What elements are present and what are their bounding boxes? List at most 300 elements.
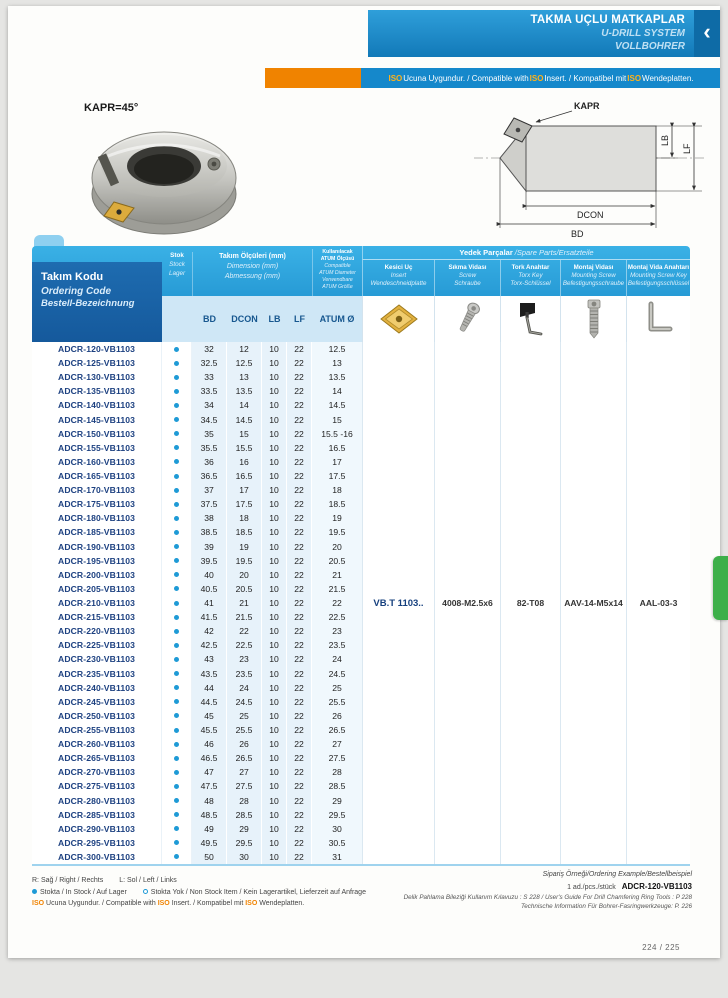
row-lb: 10: [262, 652, 287, 666]
row-bd: 38: [192, 511, 227, 525]
row-stock: [162, 356, 192, 370]
mounting-screw-icon: [584, 298, 604, 340]
column-label-lb: LB: [268, 314, 281, 324]
row-lb: 10: [262, 808, 287, 822]
hex-key-icon: [642, 299, 676, 339]
atum-header-line: Compatible: [324, 263, 351, 270]
row-lf: 22: [287, 554, 312, 568]
row-lb: 10: [262, 413, 287, 427]
row-stock: [162, 765, 192, 779]
row-lb: 10: [262, 356, 287, 370]
row-atum: 20: [312, 540, 362, 554]
row-bd: 43: [192, 652, 227, 666]
row-dcon: 12: [227, 342, 262, 356]
iso-word: ISO: [529, 73, 544, 83]
section-index-tab: [713, 556, 728, 620]
row-bd: 47: [192, 765, 227, 779]
row-code: ADCR-205-VB1103: [32, 582, 162, 596]
row-lb: 10: [262, 469, 287, 483]
insert-header-de: Wendeschneidplatte: [370, 280, 427, 288]
row-stock: [162, 695, 192, 709]
row-stock: [162, 751, 192, 765]
row-stock: [162, 582, 192, 596]
iso-bar-text: [361, 68, 720, 88]
table-row: [32, 427, 362, 441]
row-atum: 26.5: [312, 723, 362, 737]
table-row: [32, 398, 362, 412]
stock-header-de: Lager: [168, 269, 186, 277]
row-stock: [162, 370, 192, 384]
row-code: ADCR-295-VB1103: [32, 836, 162, 850]
insert-column-header: [362, 260, 434, 296]
row-bd: 32.5: [192, 356, 227, 370]
non-stock-text: Stokta Yok / Non Stock Item / Kein Lagerartikel, Lieferzeit auf Anfrage: [150, 888, 366, 896]
row-dcon: 20.5: [227, 582, 262, 596]
row-atum: 27: [312, 737, 362, 751]
page-title: TAKMA UÇLU MATKAPLAR: [530, 14, 685, 27]
ordering-code-header: [32, 262, 162, 342]
row-dcon: 15: [227, 427, 262, 441]
row-lb: 10: [262, 794, 287, 808]
insert-header-en: Insert: [390, 272, 407, 280]
tool-body: [526, 126, 656, 191]
row-lf: 22: [287, 723, 312, 737]
in-stock-dot-icon: [174, 770, 179, 775]
mounting-screw-icon-cell: [560, 296, 626, 342]
row-code: ADCR-200-VB1103: [32, 568, 162, 582]
iso-seg1: Ucuna Uygundur. / Compatible with: [403, 73, 529, 83]
table-row: [32, 709, 362, 723]
row-bd: 35.5: [192, 441, 227, 455]
row-lf: 22: [287, 497, 312, 511]
column-label-lf: LF: [294, 314, 305, 324]
row-lb: 10: [262, 455, 287, 469]
row-dcon: 28.5: [227, 808, 262, 822]
row-bd: 34: [192, 398, 227, 412]
in-stock-dot-icon: [174, 502, 179, 507]
user-guide-reference: Delik Pahlama Bileziği Kullanım Kılavuzu : S 228 / User's Guide For Drill Chamfering Ring Tools : P 228: [403, 894, 692, 901]
row-dcon: 24: [227, 681, 262, 695]
row-bd: 44: [192, 681, 227, 695]
row-atum: 20.5: [312, 554, 362, 568]
table-row: [32, 483, 362, 497]
row-code: ADCR-275-VB1103: [32, 779, 162, 793]
row-bd: 48: [192, 794, 227, 808]
mounting-screw-value: AAV-14-M5x14: [564, 598, 623, 608]
atum-header-line: ATUM Diameter: [319, 270, 356, 277]
in-stock-dot-icon: [174, 756, 179, 761]
table-row: [32, 765, 362, 779]
in-stock-dot-icon: [174, 742, 179, 747]
lf-dim-label: LF: [682, 143, 692, 154]
row-lb: 10: [262, 370, 287, 384]
row-atum: 13: [312, 356, 362, 370]
row-stock: [162, 850, 192, 864]
mounting-key-value-cell: [626, 342, 690, 864]
row-dcon: 17.5: [227, 497, 262, 511]
in-stock-dot-icon: [174, 812, 179, 817]
stock-header: [162, 252, 192, 278]
spare-parts-band-sep: /: [514, 248, 517, 257]
row-lb: 10: [262, 384, 287, 398]
row-code: ADCR-175-VB1103: [32, 497, 162, 511]
insert-screw-drawing: [516, 128, 521, 133]
in-stock-dot-icon: [174, 516, 179, 521]
technical-drawing: [456, 96, 714, 244]
row-code: ADCR-135-VB1103: [32, 384, 162, 398]
iso-legend: [32, 898, 366, 910]
table-row: [32, 779, 362, 793]
hex-key-icon-cell: [626, 296, 690, 342]
torx-key-icon-cell: [500, 296, 560, 342]
row-bd: 39.5: [192, 554, 227, 568]
column-labels: [192, 296, 362, 342]
table-row: [32, 511, 362, 525]
iso-word: ISO: [157, 900, 170, 908]
in-stock-dot-icon: [174, 657, 179, 662]
table-row: [32, 667, 362, 681]
bd-dim-label: BD: [571, 229, 584, 239]
torx-key-column-header: [500, 260, 560, 296]
row-stock: [162, 441, 192, 455]
row-lf: 22: [287, 568, 312, 582]
insert-header-tr: Kesici Uç: [384, 264, 413, 271]
page-title-de: VOLLBOHRER: [615, 40, 685, 52]
table-row: [32, 638, 362, 652]
row-atum: 18: [312, 483, 362, 497]
row-lb: 10: [262, 342, 287, 356]
ring-bore-shadow: [134, 154, 194, 184]
row-dcon: 14: [227, 398, 262, 412]
table-row: [32, 624, 362, 638]
table-row: [32, 723, 362, 737]
row-bd: 44.5: [192, 695, 227, 709]
ordering-qty: 1 ad./pcs./stück: [567, 883, 616, 891]
row-code: ADCR-230-VB1103: [32, 652, 162, 666]
row-atum: 21: [312, 568, 362, 582]
in-stock-dot-icon: [174, 488, 179, 493]
iso-seg3: Wendeplatten.: [642, 73, 694, 83]
mounting-key-header-de: Befestigungsschlüssel: [627, 280, 690, 288]
row-code: ADCR-170-VB1103: [32, 483, 162, 497]
row-lf: 22: [287, 695, 312, 709]
row-lf: 22: [287, 398, 312, 412]
stock-header-en: Stock: [169, 260, 185, 268]
row-bd: 46.5: [192, 751, 227, 765]
row-lf: 22: [287, 667, 312, 681]
row-code: ADCR-140-VB1103: [32, 398, 162, 412]
row-lb: 10: [262, 822, 287, 836]
row-lb: 10: [262, 497, 287, 511]
table-row: [32, 836, 362, 850]
kapr-dim-label: KAPR: [574, 101, 600, 111]
row-atum: 29: [312, 794, 362, 808]
table-row: [32, 652, 362, 666]
clamp-screw-icon-cell: [434, 296, 500, 342]
row-bd: 49: [192, 822, 227, 836]
iso-legend-seg1: Ucuna Uygundur. / Compatible with: [44, 900, 158, 908]
in-stock-dot-icon: [174, 389, 179, 394]
row-stock: [162, 525, 192, 539]
row-bd: 36.5: [192, 469, 227, 483]
row-code: ADCR-290-VB1103: [32, 822, 162, 836]
row-atum: 19: [312, 511, 362, 525]
row-bd: 46: [192, 737, 227, 751]
row-code: ADCR-260-VB1103: [32, 737, 162, 751]
row-code: ADCR-195-VB1103: [32, 554, 162, 568]
screw-value: 4008-M2.5x6: [442, 598, 493, 608]
row-bd: 37: [192, 483, 227, 497]
row-stock: [162, 596, 192, 610]
row-bd: 34.5: [192, 413, 227, 427]
row-dcon: 21: [227, 596, 262, 610]
iso-word: ISO: [32, 900, 45, 908]
atum-header-line: Kullanılacak: [322, 249, 353, 255]
row-stock: [162, 469, 192, 483]
row-stock: [162, 624, 192, 638]
row-code: ADCR-265-VB1103: [32, 751, 162, 765]
dcon-dim-label: DCON: [577, 210, 604, 220]
row-code: ADCR-240-VB1103: [32, 681, 162, 695]
in-stock-dot-icon: [174, 601, 179, 606]
row-stock: [162, 681, 192, 695]
row-bd: 42.5: [192, 638, 227, 652]
column-label-atum: ATUM Ø: [319, 314, 355, 324]
row-bd: 36: [192, 455, 227, 469]
row-lf: 22: [287, 483, 312, 497]
row-lb: 10: [262, 511, 287, 525]
row-stock: [162, 497, 192, 511]
row-dcon: 19.5: [227, 554, 262, 568]
column-label-dcon: DCON: [231, 314, 258, 324]
row-code: ADCR-125-VB1103: [32, 356, 162, 370]
table-body-rows: [32, 342, 362, 864]
row-code: ADCR-250-VB1103: [32, 709, 162, 723]
spare-parts-band-en: Spare Parts: [516, 248, 557, 257]
row-dcon: 25.5: [227, 723, 262, 737]
row-dcon: 15.5: [227, 441, 262, 455]
atum-header: [312, 249, 362, 296]
row-lb: 10: [262, 624, 287, 638]
table-row: [32, 751, 362, 765]
table-row: [32, 695, 362, 709]
row-lf: 22: [287, 455, 312, 469]
row-atum: 15.5 -16: [312, 427, 362, 441]
row-dcon: 19: [227, 540, 262, 554]
row-atum: 12.5: [312, 342, 362, 356]
in-stock-dot-icon: [174, 530, 179, 535]
lb-dim-label: LB: [660, 134, 670, 146]
in-stock-dot-icon: [174, 671, 179, 676]
iso-legend-seg3: Wendeplatten.: [257, 900, 305, 908]
row-dcon: 20: [227, 568, 262, 582]
row-lb: 10: [262, 667, 287, 681]
ordering-example-line: [404, 881, 692, 894]
row-bd: 33.5: [192, 384, 227, 398]
row-stock: [162, 398, 192, 412]
in-stock-dot-icon: [174, 375, 179, 380]
iso-compatibility-bar: [265, 68, 720, 88]
row-stock: [162, 540, 192, 554]
table-header: [32, 246, 690, 342]
atum-header-line: ATUM Größe: [322, 284, 353, 291]
row-stock: [162, 822, 192, 836]
in-stock-dot-icon: [174, 431, 179, 436]
row-lb: 10: [262, 638, 287, 652]
row-stock: [162, 737, 192, 751]
row-lb: 10: [262, 568, 287, 582]
in-stock-dot-icon: [174, 417, 179, 422]
row-code: ADCR-150-VB1103: [32, 427, 162, 441]
row-dcon: 29.5: [227, 836, 262, 850]
row-lf: 22: [287, 384, 312, 398]
header-titles: [368, 13, 694, 53]
row-lb: 10: [262, 582, 287, 596]
row-atum: 28: [312, 765, 362, 779]
table-row: [32, 850, 362, 864]
row-lb: 10: [262, 751, 287, 765]
row-lf: 22: [287, 822, 312, 836]
table-row: [32, 342, 362, 356]
in-stock-dot-icon: [174, 643, 179, 648]
table-row: [32, 469, 362, 483]
table-row: [32, 596, 362, 610]
row-stock: [162, 610, 192, 624]
row-lf: 22: [287, 624, 312, 638]
torx-header-en: Torx Key: [518, 272, 543, 280]
screw-header-en: Screw: [458, 272, 477, 280]
page-title-en: U-DRILL SYSTEM: [601, 28, 685, 40]
in-stock-dot-icon: [174, 840, 179, 845]
row-lf: 22: [287, 836, 312, 850]
row-code: ADCR-225-VB1103: [32, 638, 162, 652]
row-lb: 10: [262, 765, 287, 779]
kapr-leader: [536, 111, 572, 122]
legend-right: R: Sağ / Right / Rechts: [32, 877, 104, 884]
row-atum: 27.5: [312, 751, 362, 765]
row-bd: 37.5: [192, 497, 227, 511]
row-lb: 10: [262, 596, 287, 610]
table-row: [32, 356, 362, 370]
table-body: [32, 342, 690, 866]
atum-header-line: ATUM Ölçüsü: [320, 256, 355, 263]
row-atum: 15: [312, 413, 362, 427]
in-stock-dot-icon: [174, 798, 179, 803]
row-dcon: 24.5: [227, 695, 262, 709]
row-stock: [162, 384, 192, 398]
ordering-code-header-de: Bestell-Bezeichnung: [41, 298, 135, 310]
row-dcon: 26: [227, 737, 262, 751]
row-atum: 16.5: [312, 441, 362, 455]
row-code: ADCR-220-VB1103: [32, 624, 162, 638]
row-dcon: 26.5: [227, 751, 262, 765]
row-lb: 10: [262, 398, 287, 412]
row-lf: 22: [287, 737, 312, 751]
row-bd: 39: [192, 540, 227, 554]
row-bd: 43.5: [192, 667, 227, 681]
torx-key-icon: [514, 299, 548, 339]
row-atum: 29.5: [312, 808, 362, 822]
in-stock-dot-icon: [174, 615, 179, 620]
row-dcon: 14.5: [227, 413, 262, 427]
row-dcon: 12.5: [227, 356, 262, 370]
row-lf: 22: [287, 342, 312, 356]
row-lf: 22: [287, 808, 312, 822]
row-atum: 24: [312, 652, 362, 666]
in-stock-dot-icon: [174, 685, 179, 690]
mounting-key-header-en: Mounting Screw Key: [630, 272, 687, 280]
row-dcon: 30: [227, 850, 262, 864]
row-atum: 17: [312, 455, 362, 469]
in-stock-dot-icon: [174, 558, 179, 563]
row-code: ADCR-165-VB1103: [32, 469, 162, 483]
row-bd: 48.5: [192, 808, 227, 822]
row-dcon: 13: [227, 370, 262, 384]
in-stock-dot-icon: [174, 728, 179, 733]
ordering-example-title: Sipariş Örneği/Ordering Example/Bestellbeispiel: [542, 871, 692, 878]
row-lf: 22: [287, 540, 312, 554]
row-dcon: 28: [227, 794, 262, 808]
row-lf: 22: [287, 441, 312, 455]
insert-value-cell: [362, 342, 434, 864]
row-code: ADCR-235-VB1103: [32, 667, 162, 681]
row-atum: 31: [312, 850, 362, 864]
row-dcon: 16: [227, 455, 262, 469]
row-bd: 45: [192, 709, 227, 723]
table-row: [32, 525, 362, 539]
stock-legend: [32, 887, 366, 899]
screw-column-header: [434, 260, 500, 296]
table-row: [32, 497, 362, 511]
row-lf: 22: [287, 525, 312, 539]
row-dcon: 22: [227, 624, 262, 638]
in-stock-dot-icon: [174, 474, 179, 479]
torx-header-tr: Tork Anahtar: [511, 264, 550, 271]
row-code: ADCR-285-VB1103: [32, 808, 162, 822]
row-atum: 22: [312, 596, 362, 610]
row-lf: 22: [287, 652, 312, 666]
row-atum: 23: [312, 624, 362, 638]
row-stock: [162, 455, 192, 469]
row-bd: 38.5: [192, 525, 227, 539]
row-dcon: 18.5: [227, 525, 262, 539]
in-stock-dot-icon: [174, 572, 179, 577]
row-code: ADCR-300-VB1103: [32, 850, 162, 864]
row-stock: [162, 554, 192, 568]
row-atum: 19.5: [312, 525, 362, 539]
torx-header-de: Torx-Schlüssel: [510, 280, 551, 288]
row-lf: 22: [287, 765, 312, 779]
row-stock: [162, 709, 192, 723]
row-atum: 22.5: [312, 610, 362, 624]
row-dcon: 23: [227, 652, 262, 666]
row-atum: 13.5: [312, 370, 362, 384]
iso-word: ISO: [245, 900, 258, 908]
mounting-screw-value-cell: [560, 342, 626, 864]
row-lf: 22: [287, 794, 312, 808]
row-lb: 10: [262, 554, 287, 568]
row-lb: 10: [262, 779, 287, 793]
row-lf: 22: [287, 638, 312, 652]
dimension-header-de: Abmessung (mm): [224, 273, 281, 281]
mounting-screw-header-tr: Montaj Vidası: [573, 264, 614, 271]
row-atum: 14.5: [312, 398, 362, 412]
row-atum: 25.5: [312, 695, 362, 709]
row-dcon: 29: [227, 822, 262, 836]
row-lb: 10: [262, 441, 287, 455]
row-stock: [162, 413, 192, 427]
screw-header-tr: Sıkma Vidası: [448, 264, 487, 271]
